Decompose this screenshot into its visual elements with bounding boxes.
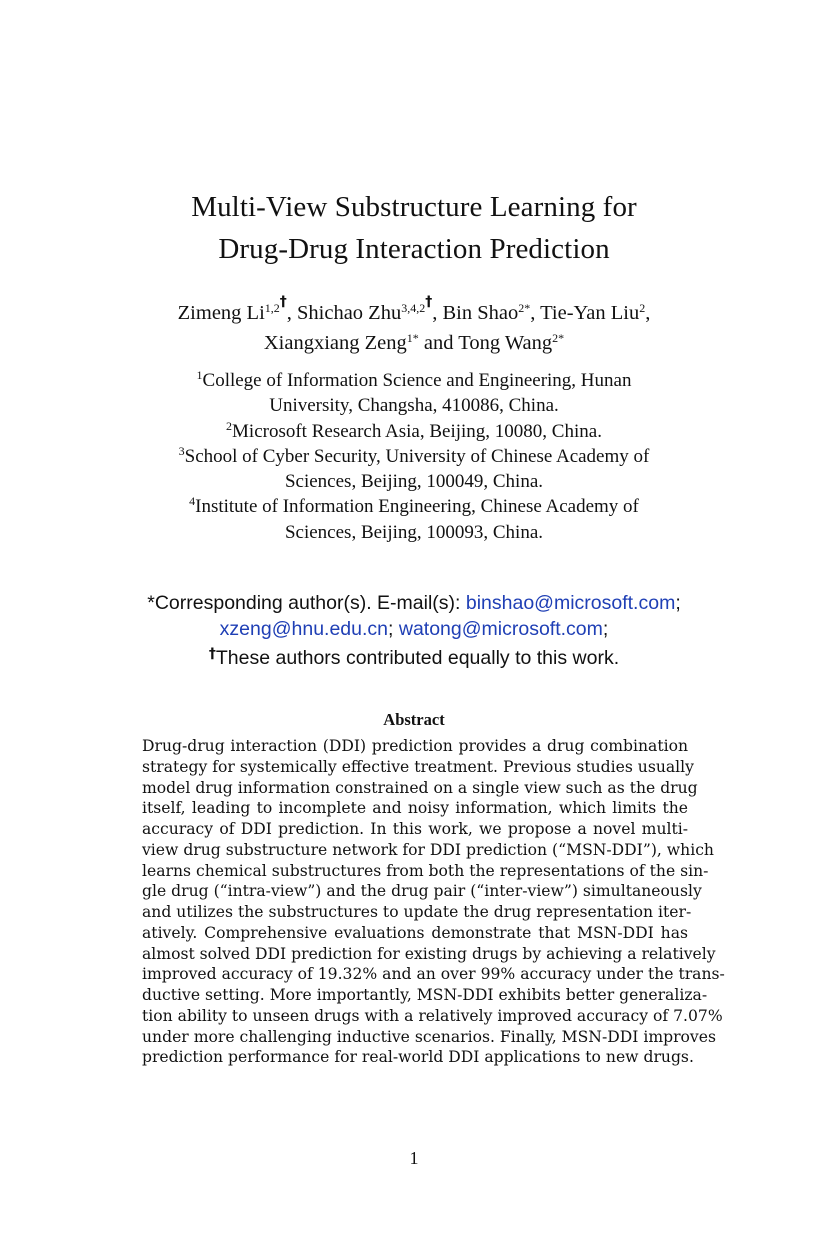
title-line-2: Drug-Drug Interaction Prediction	[218, 233, 610, 265]
author-affil-sup: 3,4,2	[401, 301, 426, 315]
affil-sup: 3	[178, 443, 185, 458]
corr-separator: ;	[675, 592, 681, 614]
dagger-mark: †	[279, 294, 287, 310]
abstract-line: ductive setting. More importantly, MSN-DDI exhibits better generaliza-	[142, 986, 708, 1004]
affil-sup: 4	[189, 494, 196, 509]
equal-contribution-note: These authors contributed equally to this work.	[215, 647, 620, 669]
dagger-mark: †	[425, 294, 433, 310]
abstract-line: accuracy of DDI prediction. In this work, we propose a novel multi-	[142, 820, 688, 838]
dagger-mark: †	[208, 646, 216, 662]
affiliation-2	[0, 419, 828, 444]
affil-text: Microsoft Research Asia, Beijing, 10080, China.	[232, 420, 602, 442]
author-line-1	[0, 294, 828, 328]
abstract-line: almost solved DDI prediction for existing drugs by achieving a relatively	[142, 944, 716, 963]
abstract-line: and utilizes the substructures to update the drug representation iter-	[142, 903, 692, 921]
abstract-line: gle drug (“intra-view”) and the drug pair (“inter-view”) simultaneously	[142, 882, 702, 901]
corr-separator: ;	[388, 617, 399, 640]
affiliation-1	[0, 368, 828, 393]
abstract-body	[142, 736, 725, 1068]
paper-title	[0, 186, 828, 270]
affiliation-4-cont: Sciences, Beijing, 100093, China.	[284, 521, 544, 543]
author-affil-sup: 2*	[552, 331, 565, 345]
affil-text: Institute of Information Engineering, Chinese Academy of	[195, 496, 639, 518]
email-link-binshao[interactable]: binshao@microsoft.com	[465, 592, 676, 614]
abstract-line: view drug substructure network for DDI prediction (“MSN-DDI”), which	[142, 840, 714, 859]
corr-line-3	[0, 642, 828, 672]
affiliation-1-cont: University, Changsha, 410086, China.	[269, 395, 559, 417]
affil-text: School of Cyber Security, University of Chinese Academy of	[184, 445, 650, 467]
abstract-line: under more challenging inductive scenarios. Finally, MSN-DDI improves	[142, 1027, 716, 1046]
affil-sup: 1	[196, 368, 203, 382]
author-affil-sup: 1,2	[264, 301, 280, 315]
email-link-watong[interactable]: watong@microsoft.com	[398, 617, 603, 640]
affiliation-3-cont: Sciences, Beijing, 100049, China.	[284, 471, 544, 493]
author-name: Xiangxiang Zeng	[263, 332, 407, 354]
author-line-2	[0, 328, 828, 358]
corr-separator: ;	[602, 617, 609, 640]
affiliations	[0, 368, 828, 545]
author-affil-sup: 2	[639, 301, 646, 315]
abstract-line: learns chemical substructures from both the representations of the sin-	[142, 861, 709, 880]
abstract-line: atively. Comprehensive evaluations demonstrate that MSN-DDI has	[142, 923, 688, 942]
title-line-1: Multi-View Substructure Learning for	[191, 191, 637, 223]
corr-line-2	[0, 617, 828, 643]
email-link-xzeng[interactable]: xzeng@hnu.edu.cn	[219, 617, 389, 640]
abstract-line: Drug-drug interaction (DDI) prediction provides a drug combination	[142, 737, 688, 755]
author-name: , Bin Shao	[432, 302, 519, 324]
corr-line-1	[0, 591, 828, 617]
abstract-line: itself, leading to incomplete and noisy information, which limits the	[142, 799, 688, 818]
abstract-line: prediction performance for real-world DDI applications to new drugs.	[142, 1048, 694, 1067]
affil-text: College of Information Science and Engineering, Hunan	[202, 370, 632, 391]
corr-prefix: *Corresponding author(s). E-mail(s):	[147, 592, 466, 614]
author-name: Zimeng Li	[177, 302, 265, 324]
author-separator: ,	[645, 302, 651, 324]
page-number: 1	[409, 1148, 419, 1168]
author-name: and Tong Wang	[418, 332, 553, 354]
author-name: , Tie-Yan Liu	[530, 302, 640, 324]
affiliation-4	[0, 494, 828, 519]
author-affil-sup: 1*	[406, 331, 419, 345]
correspondence	[0, 591, 828, 672]
abstract-line: tion ability to unseen drugs with a relatively improved accuracy of 7.07%	[142, 1006, 723, 1025]
affiliation-3	[0, 444, 828, 469]
author-affil-sup: 2*	[518, 301, 531, 315]
author-name: , Shichao Zhu	[286, 302, 402, 324]
abstract-line: improved accuracy of 19.32% and an over 99% accuracy under the trans-	[142, 965, 725, 984]
author-list	[0, 294, 828, 358]
abstract-line: strategy for systemically effective treatment. Previous studies usually	[142, 757, 694, 776]
affil-sup: 2	[226, 418, 233, 433]
abstract-heading: Abstract	[383, 710, 445, 729]
abstract-line: model drug information constrained on a single view such as the drug	[142, 778, 698, 797]
